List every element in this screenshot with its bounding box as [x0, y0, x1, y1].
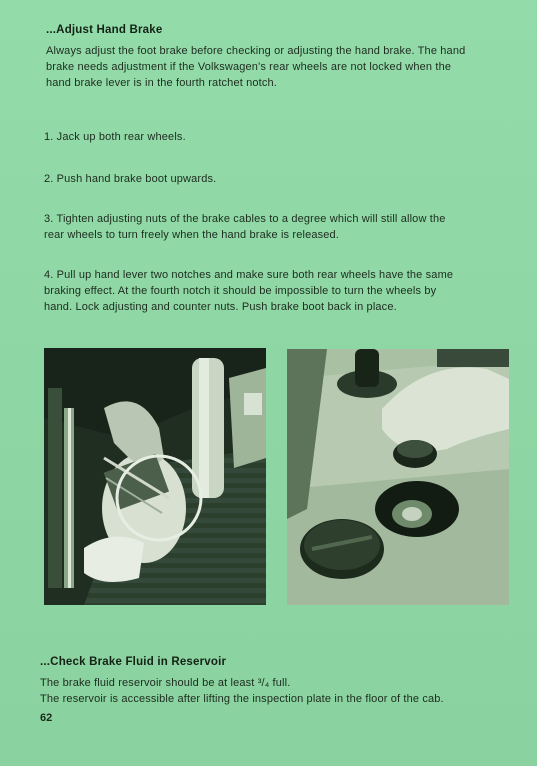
step-line: rear wheels to turn freely when the hand brake is released.	[44, 229, 340, 241]
section-heading-brake-fluid: ...Check Brake Fluid in Reservoir	[40, 656, 227, 668]
photo-hand-brake-adjustment-image	[44, 348, 266, 605]
step-line: 3. Tighten adjusting nuts of the brake cables to a degree which will still allow the	[44, 213, 446, 225]
step-line: hand. Lock adjusting and counter nuts. Push brake boot back in place.	[44, 301, 397, 313]
step-4	[44, 267, 528, 315]
photo-hand-brake-adjustment	[44, 348, 266, 605]
step-line: 4. Pull up hand lever two notches and make sure both rear wheels have the same	[44, 269, 454, 281]
step-3	[44, 211, 528, 243]
intro-line: hand brake lever is in the fourth ratchet notch.	[46, 77, 277, 89]
intro-paragraph	[46, 43, 516, 91]
section-heading-hand-brake: ...Adjust Hand Brake	[46, 24, 163, 36]
step-line: 2. Push hand brake boot upwards.	[44, 173, 217, 185]
brake-fluid-paragraph	[40, 675, 520, 707]
photo-brake-fluid-reservoir	[287, 349, 509, 605]
brake-fluid-line: The brake fluid reservoir should be at least ³/₄ full.	[40, 677, 291, 689]
intro-line: brake needs adjustment if the Volkswagen's rear wheels are not locked when the	[46, 61, 452, 73]
brake-fluid-line: The reservoir is accessible after lifting the inspection plate in the floor of the cab.	[40, 693, 444, 705]
intro-line: Always adjust the foot brake before checking or adjusting the hand brake. The hand	[46, 45, 466, 57]
step-line: braking effect. At the fourth notch it should be impossible to turn the wheels by	[44, 285, 437, 297]
step-1	[44, 129, 528, 145]
step-2	[44, 171, 528, 187]
step-line: 1. Jack up both rear wheels.	[44, 131, 186, 143]
photo-brake-fluid-reservoir-image	[287, 349, 509, 605]
page-number: 62	[40, 712, 53, 724]
